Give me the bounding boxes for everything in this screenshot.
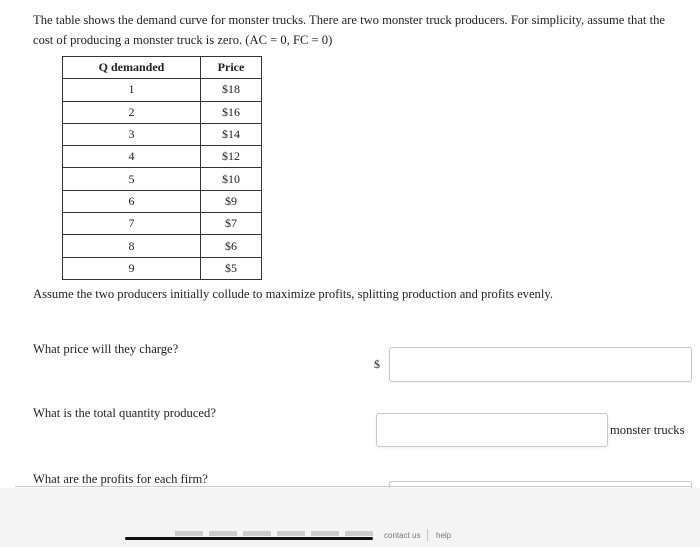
cell-price: $10 [201,168,262,190]
intro-line-1: The table shows the demand curve for monster trucks. There are two monster truck producers. For simplicity, assume that the [33,13,665,27]
table-row [63,79,262,101]
cell-price: $12 [201,146,262,168]
horizontal-scrollbar[interactable] [125,537,373,540]
table-row [63,168,262,190]
help-link[interactable]: help [436,531,452,540]
quantity-question: What is the total quantity produced? [33,406,216,420]
cell-price: $14 [201,123,262,145]
cell-price: $16 [201,101,262,123]
contact-us-link[interactable]: contact us [384,531,421,540]
demand-table [62,56,262,280]
cell-quantity: 2 [63,101,201,123]
cell-quantity: 5 [63,168,201,190]
cell-quantity: 1 [63,79,201,101]
header-q-demanded: Q demanded [63,57,201,79]
collusion-assumption: Assume the two producers initially collude to maximize profits, splitting production and profits evenly. [33,287,553,301]
table-row [63,123,262,145]
header-price: Price [201,57,262,79]
table-header-row [63,57,262,79]
profits-question: What are the profits for each firm? [33,472,208,486]
price-answer-input[interactable] [389,347,692,382]
cell-price: $18 [201,79,262,101]
price-question: What price will they charge? [33,342,179,356]
quantity-answer-input[interactable] [376,413,608,447]
monster-trucks-unit: monster trucks [610,423,685,437]
cell-quantity: 6 [63,190,201,212]
table-row [63,101,262,123]
cell-quantity: 9 [63,257,201,279]
cell-price: $6 [201,235,262,257]
cell-price: $9 [201,190,262,212]
content-fold-divider [15,486,692,487]
table-row [63,146,262,168]
cell-quantity: 3 [63,123,201,145]
cell-quantity: 8 [63,235,201,257]
table-row [63,235,262,257]
footer-links-blurred [175,531,375,536]
cell-quantity: 7 [63,213,201,235]
footer-divider [427,529,428,541]
table-row [63,213,262,235]
table-row [63,257,262,279]
cell-price: $5 [201,257,262,279]
table-row [63,190,262,212]
question-intro [33,10,693,50]
intro-line-2: cost of producing a monster truck is zero. (AC = 0, FC = 0) [33,33,333,47]
cell-quantity: 4 [63,146,201,168]
cell-price: $7 [201,213,262,235]
dollar-prefix: $ [374,357,380,371]
